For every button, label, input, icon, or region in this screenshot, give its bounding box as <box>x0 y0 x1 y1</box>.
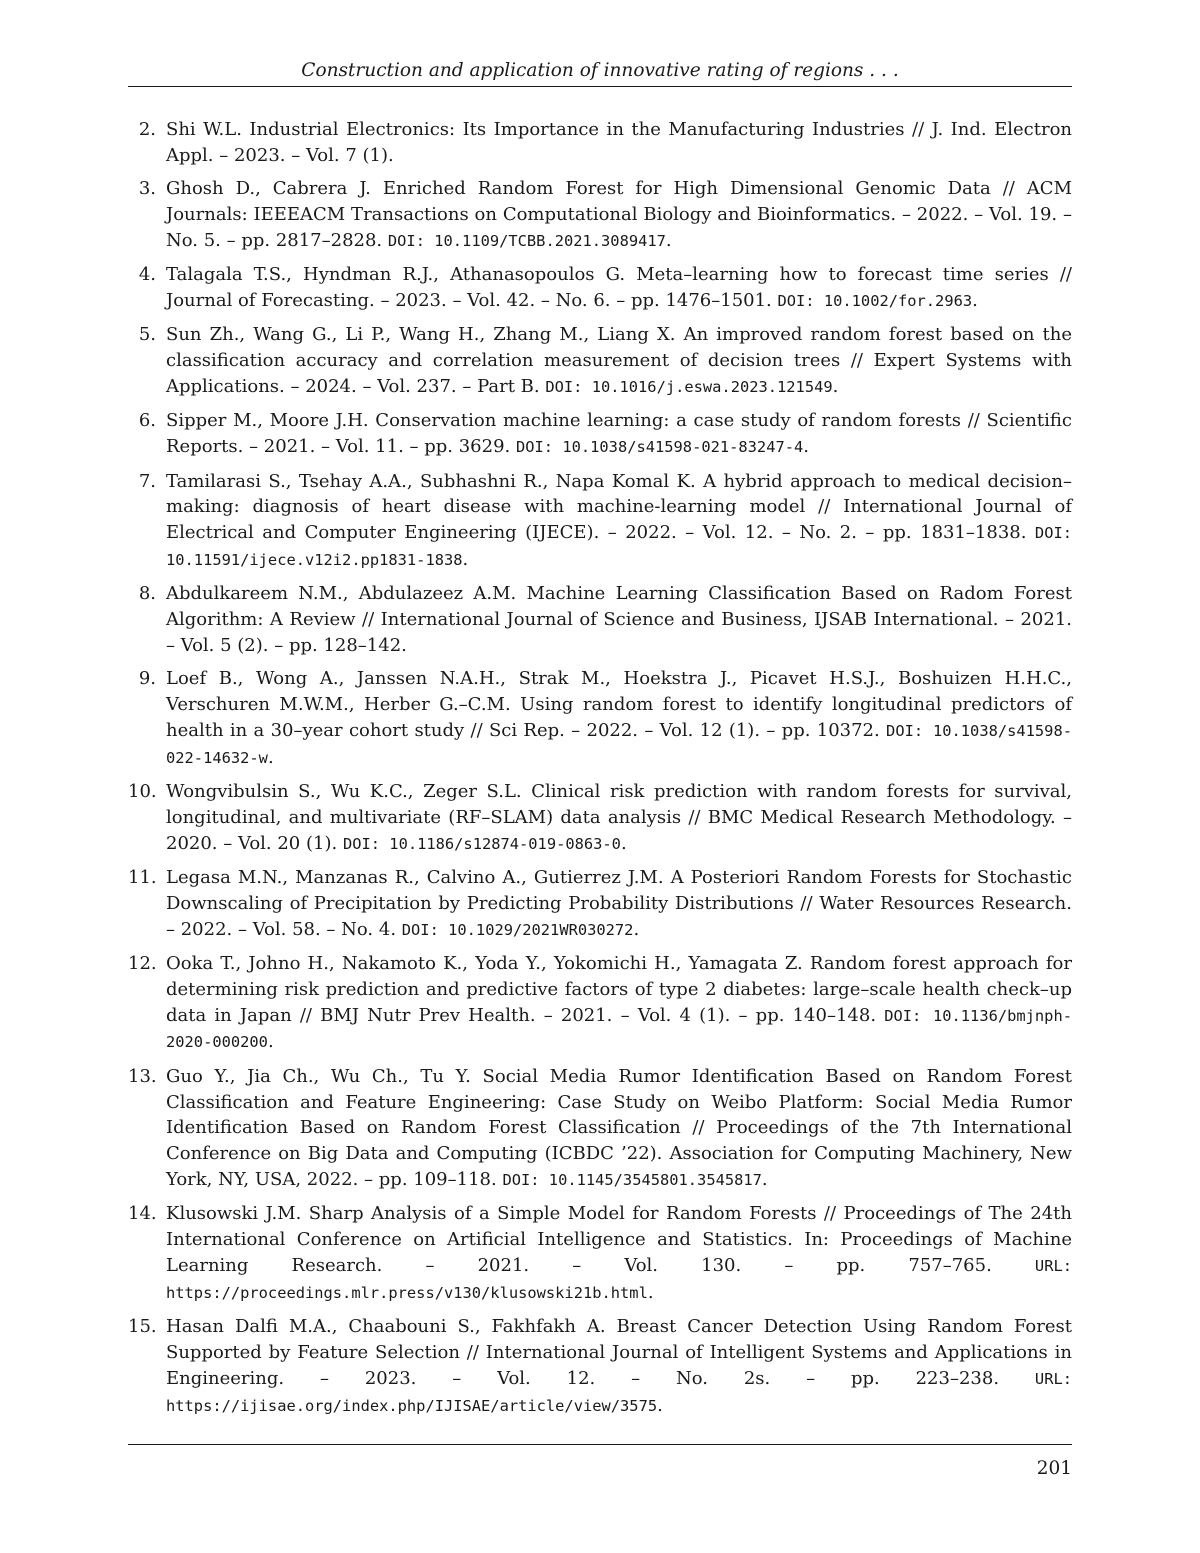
reference-text: Wongvibulsin S., Wu K.C., Zeger S.L. Clinical risk prediction with random forests for survival, longitudinal, and multivariate (RF–SLAM) data analysis // BMC Medical Research Methodology. – 2020. – Vol. 20 (1). <box>166 781 1072 854</box>
reference-number: 15. <box>128 1314 156 1340</box>
doi-link[interactable]: 10.1136/bmjnph-2020-000200 <box>166 1007 1072 1052</box>
reference-number: 12. <box>128 951 156 977</box>
reference-item: 6. Sipper M., Moore J.H. Conservation machine learning: a case study of random forests // Scientific Reports. – 2021. – Vol. 11. – pp. 3629. DOI: 10.1038/s41598-021-83247-4. <box>128 408 1072 461</box>
doi-link[interactable]: 10.1029/2021WR030272 <box>448 921 633 939</box>
reference-text: Tamilarasi S., Tsehay A.A., Subhashni R., Napa Komal K. A hybrid approach to medical decision–making: diagnosis of heart disease with machine-learning model // International Journal of Electrical and Computer Engineering (IJECE). – 2022. – Vol. 12. – No. 2. – pp. 1831–1838. <box>166 471 1072 544</box>
doi-link[interactable]: 10.11591/ijece.v12i2.pp1831-1838 <box>166 551 463 569</box>
doi-label: DOI: <box>884 1007 921 1025</box>
doi-link[interactable]: 10.1038/s41598-021-83247-4 <box>562 438 803 456</box>
reference-item: 13. Guo Y., Jia Ch., Wu Ch., Tu Y. Social Media Rumor Identification Based on Random Forest Classification and Feature Engineering: Case Study on Weibo Platform: Social Media Rumor Identification Based on Random Forest Classification // Proceedings of the 7th International Conference on Big Data and Computing (ICBDC ’22). Association for Computing Machinery, New York, NY, USA, 2022. – pp. 109–118. DOI: 10.1145/3545801.3545817. <box>128 1064 1072 1194</box>
reference-text: Sipper M., Moore J.H. Conservation machine learning: a case study of random forests // Scientific Reports. – 2021. – Vol. 11. – pp. 3629. <box>166 410 1072 457</box>
reference-item <box>128 117 1072 169</box>
reference-number: 7. <box>128 469 156 495</box>
reference-number: 2. <box>128 117 156 143</box>
doi-link[interactable]: 10.1038/s41598-022-14632-w <box>166 722 1072 767</box>
reference-text: Loef B., Wong A., Janssen N.A.H., Strak M., Hoekstra J., Picavet H.S.J., Boshuizen H.H.C., Verschuren M.W.M., Herber G.–C.M. Using random forest to identify longitudinal predictors of health in a 30–year cohort study // Sci Rep. – 2022. – Vol. 12 (1). – pp. 10372. <box>166 668 1072 741</box>
reference-number: 9. <box>128 666 156 692</box>
page-number: 201 <box>1037 1456 1072 1482</box>
reference-number: 8. <box>128 581 156 607</box>
reference-item: 14. Klusowski J.M. Sharp Analysis of a Simple Model for Random Forests // Proceedings of The 24th International Conference on Artificial Intelligence and Statistics. In: Proceedings of Machine Learning Research. – 2021. – Vol. 130. – pp. 757–765. URL: https://proceedings.mlr.press/v130/klusowski21b.html. <box>128 1201 1072 1306</box>
reference-text: Talagala T.S., Hyndman R.J., Athanasopoulos G. Meta–learning how to forecast time series // Journal of Forecasting. – 2023. – Vol. 42. – No. 6. – pp. 1476–1501. <box>166 264 1072 311</box>
reference-number: 4. <box>128 262 156 288</box>
reference-text: Ooka T., Johno H., Nakamoto K., Yoda Y., Yokomichi H., Yamagata Z. Random forest approach for determining risk prediction and predictive factors of type 2 diabetes: large–scale health check–up data in Japan // BMJ Nutr Prev Health. – 2021. – Vol. 4 (1). – pp. 140–148. <box>166 953 1072 1026</box>
reference-item: 11. Legasa M.N., Manzanas R., Calvino A., Gutierrez J.M. A Posteriori Random Forests for Stochastic Downscaling of Precipitation by Predicting Probability Distributions // Water Resources Research. – 2022. – Vol. 58. – No. 4. DOI: 10.1029/2021WR030272. <box>128 865 1072 943</box>
doi-label: DOI: <box>402 921 439 939</box>
doi-link[interactable]: 10.1016/j.eswa.2023.121549 <box>592 378 833 396</box>
doi-label: DOI: <box>778 292 815 310</box>
page <box>0 0 1200 1553</box>
reference-number: 3. <box>128 176 156 202</box>
reference-item: 12. Ooka T., Johno H., Nakamoto K., Yoda Y., Yokomichi H., Yamagata Z. Random forest approach for determining risk prediction and predictive factors of type 2 diabetes: large–scale health check–up data in Japan // BMJ Nutr Prev Health. – 2021. – Vol. 4 (1). – pp. 140–148. DOI: 10.1136/bmjnph-2020-000200. <box>128 951 1072 1056</box>
reference-number: 11. <box>128 865 156 891</box>
doi-label: DOI: <box>516 438 553 456</box>
doi-link[interactable]: 10.1109/TCBB.2021.3089417 <box>434 232 666 250</box>
reference-number: 13. <box>128 1064 156 1090</box>
reference-text: Ghosh D., Cabrera J. Enriched Random Forest for High Dimensional Genomic Data // ACM Journals: IEEEACM Transactions on Computational Biology and Bioinformatics. – 2022. – Vol. 19. – No. 5. – pp. 2817–2828. <box>166 178 1072 251</box>
doi-label: DOI: <box>886 722 923 740</box>
reference-text: Guo Y., Jia Ch., Wu Ch., Tu Y. Social Media Rumor Identification Based on Random Forest Classification and Feature Engineering: Case Study on Weibo Platform: Social Media Rumor Identification Based on Random Forest Classification // Proceedings of the 7th International Conference on Big Data and Computing (ICBDC ’22). Association for Computing Machinery, New York, NY, USA, 2022. – pp. 109–118. <box>166 1066 1072 1190</box>
reference-text: Shi W.L. Industrial Electronics: Its Importance in the Manufacturing Industries // J. Ind. Electron Appl. – 2023. – Vol. 7 (1). <box>166 119 1072 166</box>
url-link[interactable]: https://ijisae.org/index.php/IJISAE/article/view/3575 <box>166 1397 657 1415</box>
doi-link[interactable]: 10.1186/s12874-019-0863-0 <box>389 835 621 853</box>
reference-number: 5. <box>128 322 156 348</box>
header-rule <box>128 86 1072 87</box>
reference-item: 5. Sun Zh., Wang G., Li P., Wang H., Zhang M., Liang X. An improved random forest based on the classification accuracy and correlation measurement of decision trees // Expert Systems with Applications. – 2024. – Vol. 237. – Part B. DOI: 10.1016/j.eswa.2023.121549. <box>128 322 1072 400</box>
reference-number: 6. <box>128 408 156 434</box>
reference-item: 4. Talagala T.S., Hyndman R.J., Athanasopoulos G. Meta–learning how to forecast time series // Journal of Forecasting. – 2023. – Vol. 42. – No. 6. – pp. 1476–1501. DOI: 10.1002/for.2963. <box>128 262 1072 315</box>
url-label: URL: <box>1035 1257 1072 1275</box>
doi-label: DOI: <box>502 1171 539 1189</box>
reference-item: 9. Loef B., Wong A., Janssen N.A.H., Strak M., Hoekstra J., Picavet H.S.J., Boshuizen H.H.C., Verschuren M.W.M., Herber G.–C.M. Using random forest to identify longitudinal predictors of health in a 30–year cohort study // Sci Rep. – 2022. – Vol. 12 (1). – pp. 10372. DOI: 10.1038/s41598-022-14632-w. <box>128 666 1072 771</box>
doi-label: DOI: <box>343 835 380 853</box>
doi-label: DOI: <box>1035 524 1072 542</box>
doi-label: DOI: <box>545 378 582 396</box>
reference-text: Abdulkareem N.M., Abdulazeez A.M. Machine Learning Classification Based on Radom Forest Algorithm: A Review // International Journal of Science and Business, IJSAB International. – 2021. – Vol. 5 (2). – pp. 128–142. <box>166 583 1072 656</box>
reference-number: 10. <box>128 779 156 805</box>
reference-item: 7. Tamilarasi S., Tsehay A.A., Subhashni R., Napa Komal K. A hybrid approach to medical decision–making: diagnosis of heart disease with machine-learning model // International Journal of Electrical and Computer Engineering (IJECE). – 2022. – Vol. 12. – No. 2. – pp. 1831–1838. DOI: 10.11591/ijece.v12i2.pp1831-1838. <box>128 469 1072 574</box>
reference-text: Sun Zh., Wang G., Li P., Wang H., Zhang M., Liang X. An improved random forest based on the classification accuracy and correlation measurement of decision trees // Expert Systems with Applications. – 2024. – Vol. 237. – Part B. <box>166 324 1072 397</box>
doi-label: DOI: <box>388 232 425 250</box>
reference-item: 3. Ghosh D., Cabrera J. Enriched Random Forest for High Dimensional Genomic Data // ACM Journals: IEEEACM Transactions on Computational Biology and Bioinformatics. – 2022. – Vol. 19. – No. 5. – pp. 2817–2828. DOI: 10.1109/TCBB.2021.3089417. <box>128 176 1072 254</box>
doi-link[interactable]: 10.1145/3545801.3545817 <box>549 1171 762 1189</box>
reference-number: 14. <box>128 1201 156 1227</box>
url-link[interactable]: https://proceedings.mlr.press/v130/klusowski21b.html <box>166 1284 648 1302</box>
url-label: URL: <box>1035 1370 1072 1388</box>
reference-text: Klusowski J.M. Sharp Analysis of a Simple Model for Random Forests // Proceedings of The 24th International Conference on Artificial Intelligence and Statistics. In: Proceedings of Machine Learning Research. – 2021. – Vol. 130. – pp. 757–765. <box>166 1203 1072 1276</box>
running-header: Construction and application of innovative rating of regions . . . <box>128 58 1072 84</box>
reference-text: Legasa M.N., Manzanas R., Calvino A., Gutierrez J.M. A Posteriori Random Forests for Stochastic Downscaling of Precipitation by Predicting Probability Distributions // Water Resources Research. – 2022. – Vol. 58. – No. 4. <box>166 867 1072 940</box>
doi-link[interactable]: 10.1002/for.2963 <box>824 292 972 310</box>
reference-item: 15. Hasan Dalfi M.A., Chaabouni S., Fakhfakh A. Breast Cancer Detection Using Random Forest Supported by Feature Selection // International Journal of Intelligent Systems and Applications in Engineering. – 2023. – Vol. 12. – No. 2s. – pp. 223–238. URL: https://ijisae.org/index.php/IJISAE/article/view/3575. <box>128 1314 1072 1419</box>
reference-list <box>128 117 1072 1427</box>
reference-item <box>128 581 1072 658</box>
footer-rule <box>128 1444 1072 1445</box>
reference-text: Hasan Dalfi M.A., Chaabouni S., Fakhfakh A. Breast Cancer Detection Using Random Forest Supported by Feature Selection // International Journal of Intelligent Systems and Applications in Engineering. – 2023. – Vol. 12. – No. 2s. – pp. 223–238. <box>166 1316 1072 1389</box>
reference-item: 10. Wongvibulsin S., Wu K.C., Zeger S.L. Clinical risk prediction with random forests for survival, longitudinal, and multivariate (RF–SLAM) data analysis // BMC Medical Research Methodology. – 2020. – Vol. 20 (1). DOI: 10.1186/s12874-019-0863-0. <box>128 779 1072 857</box>
